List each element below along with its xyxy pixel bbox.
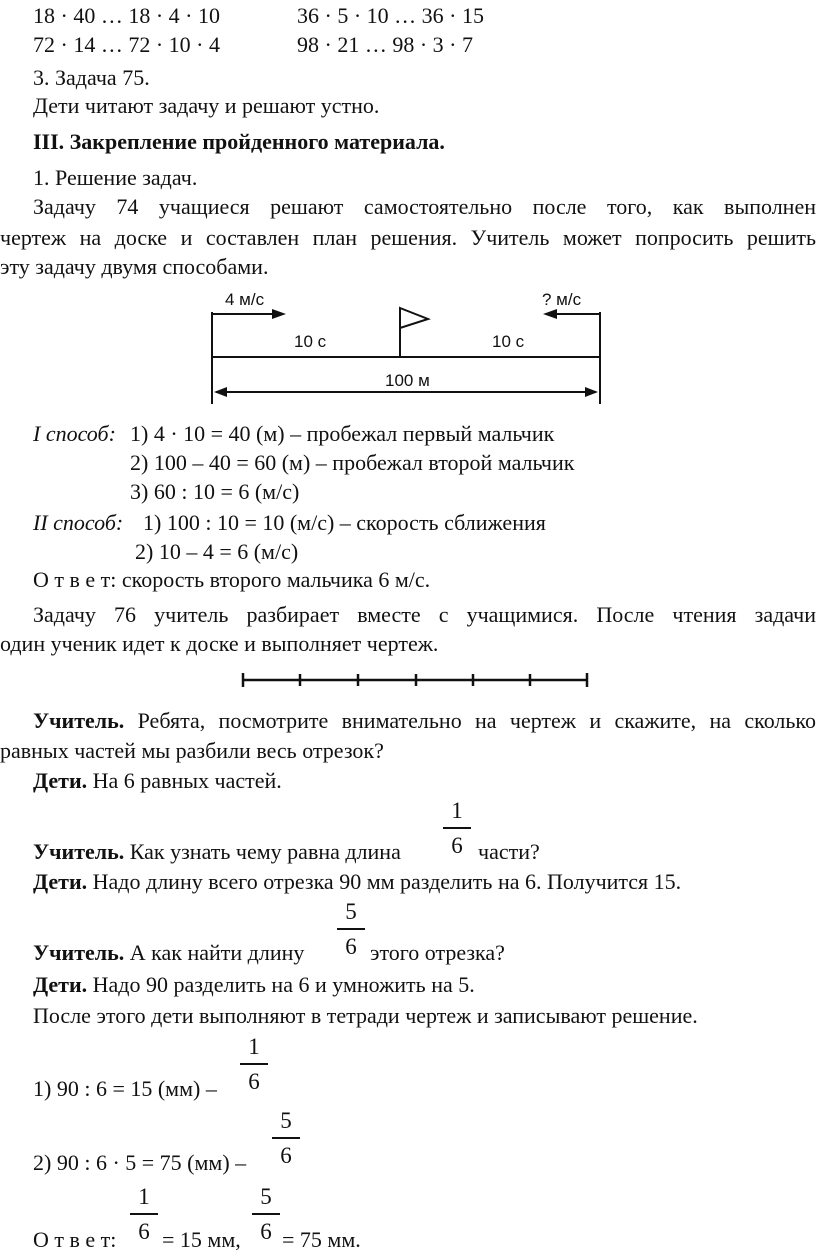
dialog-teacher-1: [33, 707, 816, 735]
children-label: Дети.: [33, 972, 88, 997]
speed-left-label: 4 м/с: [225, 290, 265, 309]
task74-line1: Задачу 74 учащиеся решают самостоятельно после того, как выполнен: [33, 194, 816, 219]
compare-r1c1: 18 · 40 … 18 · 4 · 10: [33, 3, 220, 28]
compare-r2c1: 72 · 14 … 72 · 10 · 4: [33, 32, 220, 57]
teacher-label: Учитель.: [33, 839, 125, 864]
solution-step2: 2) 90 : 6 · 5 = 75 (мм) –: [33, 1150, 247, 1175]
fraction-one-sixth: [240, 1034, 268, 1095]
dialog-teacher-2: [33, 838, 401, 866]
subheading-tasks: 1. Решение задач.: [33, 165, 198, 190]
section-heading: III. Закрепление пройденного материала.: [33, 129, 445, 154]
fraction-numerator: 5: [280, 1108, 292, 1133]
dialog-children-3: [33, 971, 475, 999]
children-line-1: На 6 равных частей.: [92, 768, 282, 793]
children-line-2: Надо длину всего отрезка 90 мм разделить на 6. Получится 15.: [92, 869, 682, 894]
answer-speed: О т в е т: скорость второго мальчика 6 м/с.: [33, 567, 431, 592]
children-line-3: Надо 90 разделить на 6 и умножить на 5.: [92, 972, 475, 997]
fraction-numerator: 1: [138, 1184, 150, 1209]
teacher-line-2b: части?: [478, 839, 540, 864]
teacher-line-2a: Как узнать чему равна длина: [129, 839, 401, 864]
fraction-one-sixth: [130, 1184, 158, 1245]
children-label: Дети.: [33, 768, 88, 793]
answer-part2: = 75 мм.: [282, 1227, 361, 1252]
task74-line2: чертеж на доске и составлен план решения. Учитель может попросить решить: [0, 225, 816, 250]
time-right-label: 10 с: [492, 332, 525, 351]
answer-label: О т в е т:: [33, 1227, 117, 1252]
way1-step2: 2) 100 – 40 = 60 (м) – пробежал второй мальчик: [130, 450, 575, 475]
fraction-denominator: 6: [260, 1218, 272, 1244]
solution-step1: 1) 90 : 6 = 15 (мм) –: [33, 1076, 217, 1101]
teacher-line-3b: этого отрезка?: [370, 940, 505, 965]
way1-label: I способ:: [33, 421, 116, 446]
after-text: После этого дети выполняют в тетради чертеж и записывают решение.: [33, 1003, 698, 1028]
dialog-teacher-3: [33, 939, 304, 967]
task76-line1: Задачу 76 учитель разбирает вместе с учащимися. После чтения задачи: [33, 602, 816, 627]
fraction-bar: [443, 827, 471, 829]
task75-text: Дети читают задачу и решают устно.: [33, 93, 380, 118]
way2-label: II способ:: [33, 510, 124, 535]
fraction-numerator: 1: [451, 798, 463, 823]
dialog-children-1: [33, 767, 282, 795]
fraction-bar: [130, 1213, 158, 1215]
task74-line3: эту задачу двумя способами.: [0, 254, 269, 279]
task76-line2: один ученик идет к доске и выполняет чертеж.: [0, 631, 439, 656]
fraction-numerator: 1: [248, 1034, 260, 1059]
way1-step3: 3) 60 : 10 = 6 (м/с): [130, 479, 300, 504]
task75-title: 3. Задача 75.: [33, 65, 150, 90]
speed-right-label: ? м/с: [542, 290, 582, 309]
way1-step1: 1) 4 · 10 = 40 (м) – пробежал первый мальчик: [130, 421, 555, 446]
compare-r1c2: 36 · 5 · 10 … 36 · 15: [297, 3, 484, 28]
answer-part1: = 15 мм,: [162, 1227, 241, 1252]
way2-step2: 2) 10 – 4 = 6 (м/с): [135, 539, 299, 564]
teacher-label: Учитель.: [33, 940, 125, 965]
fraction-bar: [240, 1063, 268, 1065]
dialog-children-2: [33, 868, 681, 896]
fraction-five-sixths: [337, 899, 365, 960]
distance-label: 100 м: [385, 371, 430, 390]
fraction-denominator: 6: [280, 1142, 292, 1168]
fraction-denominator: 6: [138, 1218, 150, 1244]
fraction-denominator: 6: [345, 933, 357, 959]
fraction-denominator: 6: [248, 1068, 260, 1094]
teacher-line-1a: Ребята, посмотрите внимательно на чертеж и скажите, на сколько: [137, 708, 816, 733]
fraction-five-sixths: [272, 1108, 300, 1169]
time-left-label: 10 с: [294, 332, 327, 351]
fraction-one-sixth: [443, 798, 471, 859]
compare-r2c2: 98 · 21 … 98 · 3 · 7: [297, 32, 473, 57]
fraction-five-sixths: [252, 1184, 280, 1245]
way2-step1: 1) 100 : 10 = 10 (м/с) – скорость сближения: [143, 510, 546, 535]
teacher-line-1b: равных частей мы разбили весь отрезок?: [0, 738, 384, 763]
fraction-bar: [252, 1213, 280, 1215]
fraction-numerator: 5: [345, 899, 357, 924]
children-label: Дети.: [33, 869, 88, 894]
motion-diagram: [0, 280, 816, 410]
fraction-bar: [272, 1137, 300, 1139]
fraction-numerator: 5: [260, 1184, 272, 1209]
teacher-label: Учитель.: [33, 708, 125, 733]
teacher-line-3a: А как найти длину: [129, 940, 305, 965]
fraction-denominator: 6: [451, 832, 463, 858]
fraction-bar: [337, 928, 365, 930]
segment-diagram: [0, 666, 816, 696]
